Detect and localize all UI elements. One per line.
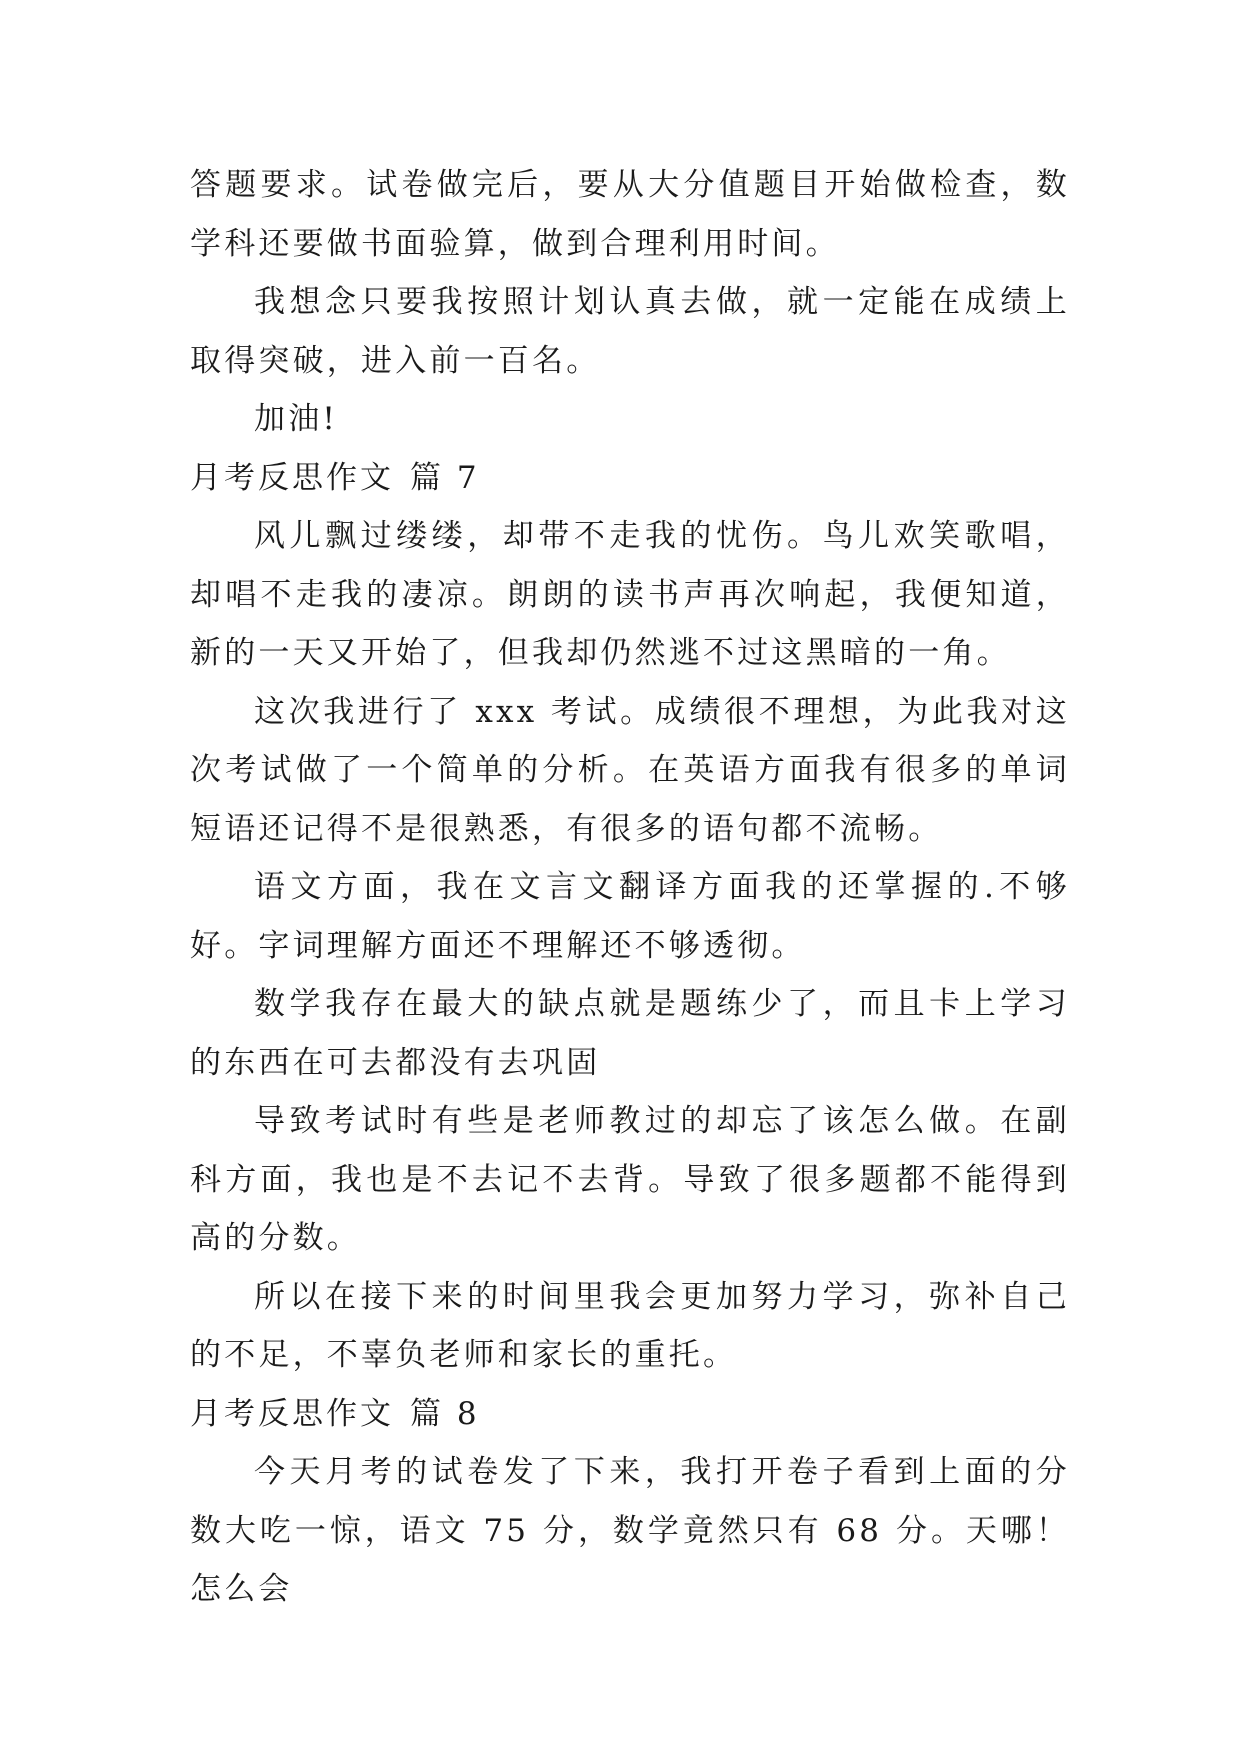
document-body (190, 156, 1070, 1619)
paragraph-resolve: 所以在接下来的时间里我会更加努力学习，弥补自己的不足，不辜负老师和家长的重托。 (190, 1278, 1070, 1373)
section-heading-title: 月考反思作文 (190, 459, 394, 496)
paragraph-math: 数学我存在最大的缺点就是题练少了，而且卡上学习的东西在可去都没有去巩固 (190, 986, 1070, 1081)
section-heading-title: 月考反思作文 (190, 1395, 394, 1432)
section-heading-7 (190, 449, 1070, 508)
paragraph-exam: 这次我进行了 xxx 考试。成绩很不理想，为此我对这次考试做了一个简单的分析。在英语方面我有很多的单词短语还记得不是很熟悉，有很多的语句都不流畅。 (190, 693, 1070, 847)
section-heading-8 (190, 1385, 1070, 1444)
paragraph-cause: 导致考试时有些是老师教过的却忘了该怎么做。在副科方面，我也是不去记不去背。导致了很多题都不能得到高的分数。 (190, 1103, 1070, 1256)
paragraph-wind: 风儿飘过缕缕，却带不走我的忧伤。鸟儿欢笑歌唱，却唱不走我的凄凉。朗朗的读书声再次响起，我便知道，新的一天又开始了，但我却仍然逃不过这黑暗的一角。 (190, 518, 1070, 671)
paragraph-plan: 我想念只要我按照计划认真去做，就一定能在成绩上取得突破，进入前一百名。 (190, 284, 1070, 379)
section-heading-part: 篇 8 (410, 1395, 480, 1432)
section-heading-part: 篇 7 (410, 459, 480, 496)
paragraph-continued: 答题要求。试卷做完后，要从大分值题目开始做检查，数学科还要做书面验算，做到合理利用时间。 (190, 167, 1070, 262)
paragraph-cheer: 加油! (254, 401, 339, 437)
paragraph-chinese: 语文方面，我在文言文翻译方面我的还掌握的.不够好。字词理解方面还不理解还不够透彻。 (190, 869, 1070, 964)
paragraph-results: 今天月考的试卷发了下来，我打开卷子看到上面的分数大吃一惊，语文 75 分，数学竟然只有 68 分。天哪！怎么会 (190, 1454, 1070, 1607)
